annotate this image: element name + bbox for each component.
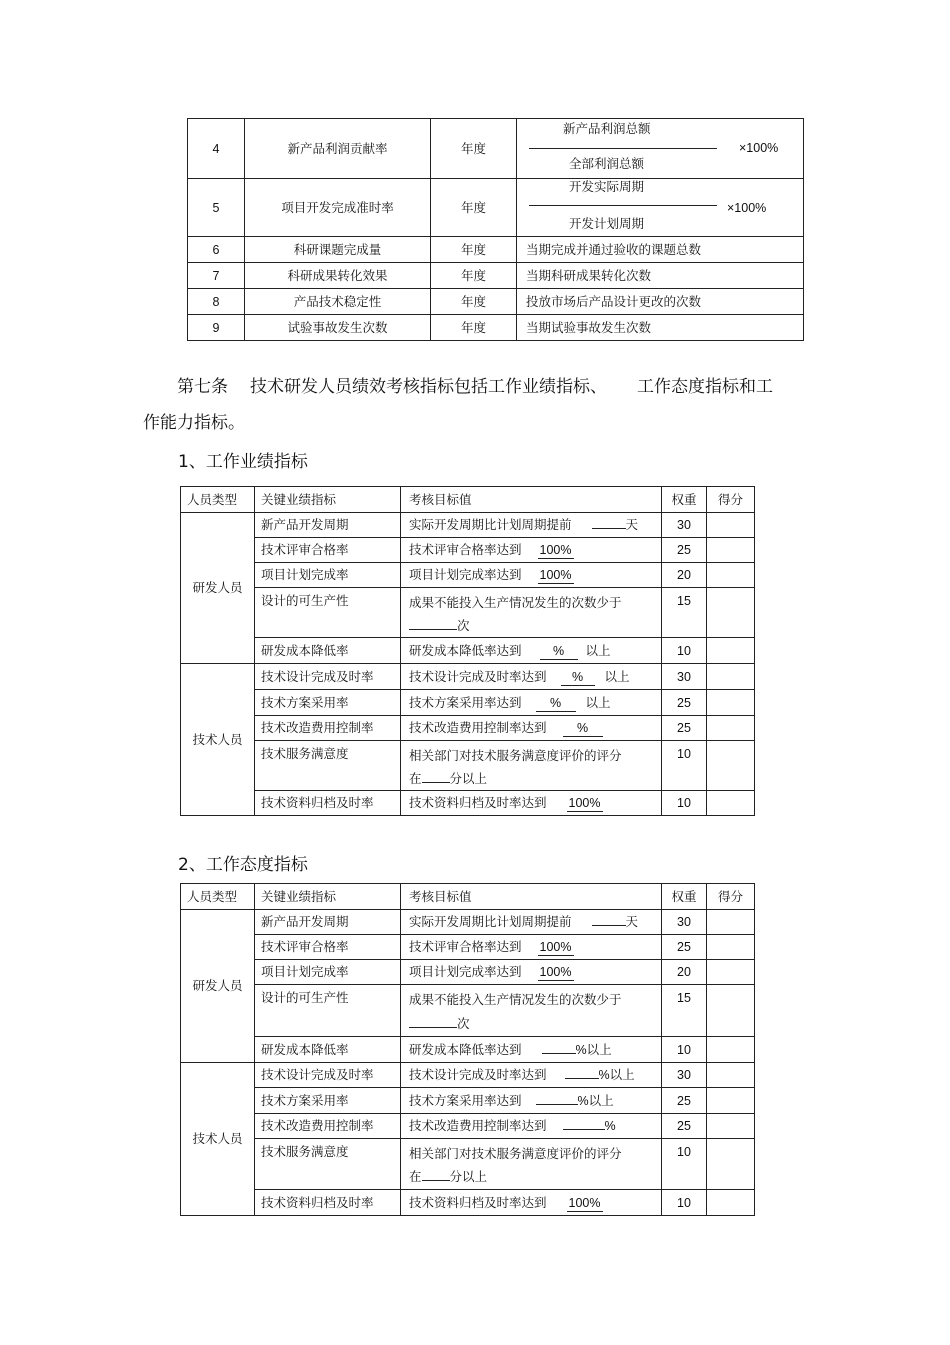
score-cell[interactable] [707, 513, 755, 538]
header-score: 得分 [707, 487, 755, 513]
score-cell[interactable] [707, 741, 755, 791]
target-unit: 次 [457, 618, 470, 633]
header-weight: 权重 [662, 487, 707, 513]
target-value: % [561, 669, 595, 686]
target-text: 项目计划完成率达到 [409, 964, 522, 979]
score-cell[interactable] [707, 1190, 755, 1216]
weight-value: 25 [662, 1114, 707, 1139]
table-header-row [181, 487, 755, 513]
target-cell [401, 513, 662, 538]
formula: 当期试验事故发生次数 [517, 315, 804, 341]
article-text-1: 技术研发人员绩效考核指标包括工作业绩指标、 [250, 377, 607, 397]
target-text: 相关部门对技术服务满意度评价的评分 [409, 748, 622, 763]
kpi-name: 技术评审合格率 [255, 538, 401, 563]
target-value: 100% [539, 568, 572, 582]
target-text: 实际开发周期比计划周期提前 [409, 914, 572, 929]
indicator-name: 项目开发完成准时率 [245, 179, 431, 237]
group-rd: 研发人员 [181, 910, 255, 1063]
target-value: 100% [539, 965, 572, 979]
score-cell[interactable] [707, 690, 755, 716]
target-cell [401, 664, 662, 690]
table-header-row [181, 884, 755, 910]
target-unit: %以上 [598, 1068, 635, 1082]
formula-multiplier: ×100% [727, 201, 767, 215]
target-text: 在 [409, 771, 422, 786]
row-number: 9 [188, 315, 245, 341]
fraction-line [529, 205, 717, 206]
section-heading-attitude: 2、工作态度指标 [178, 855, 308, 875]
score-cell[interactable] [707, 563, 755, 588]
weight-value: 10 [662, 1190, 707, 1216]
target-text: 技术设计完成及时率达到 [409, 1067, 547, 1082]
blank-line [422, 782, 450, 783]
kpi-name: 新产品开发周期 [255, 513, 401, 538]
row-number: 7 [188, 263, 245, 289]
score-cell[interactable] [707, 791, 755, 816]
table-row [181, 1190, 755, 1216]
target-value: % [536, 695, 576, 712]
target-text: 技术资料归档及时率达到 [409, 795, 547, 810]
kpi-name: 技术设计完成及时率 [255, 664, 401, 690]
blank-line [565, 1078, 599, 1079]
kpi-name: 技术评审合格率 [255, 935, 401, 960]
target-text: 技术评审合格率达到 [409, 542, 522, 557]
score-cell[interactable] [707, 716, 755, 741]
row-number: 5 [188, 179, 245, 237]
table-row [181, 664, 755, 690]
table-row [188, 289, 804, 315]
header-target: 考核目标值 [401, 487, 662, 513]
table-row [181, 935, 755, 960]
table-row [188, 119, 804, 179]
indicator-name: 产品技术稳定性 [245, 289, 431, 315]
header-person-type: 人员类型 [181, 884, 255, 910]
group-rd: 研发人员 [181, 513, 255, 664]
target-cell [401, 538, 662, 563]
header-person-type: 人员类型 [181, 487, 255, 513]
target-cell [401, 985, 662, 1037]
target-cell [401, 935, 662, 960]
formula-cell [517, 179, 804, 237]
kpi-name: 设计的可生产性 [255, 985, 401, 1037]
target-unit: 次 [457, 1016, 470, 1031]
target-text: 相关部门对技术服务满意度评价的评分 [409, 1146, 622, 1161]
score-cell[interactable] [707, 1063, 755, 1088]
kpi-name: 设计的可生产性 [255, 588, 401, 638]
target-cell [401, 1139, 662, 1190]
target-value: 100% [539, 940, 572, 954]
table-row [181, 910, 755, 935]
target-text: 研发成本降低率达到 [409, 642, 522, 658]
weight-value: 20 [662, 563, 707, 588]
formula-numerator: 新产品利润总额 [563, 121, 651, 136]
blank-line [409, 1027, 457, 1028]
kpi-name: 项目计划完成率 [255, 960, 401, 985]
score-cell[interactable] [707, 1037, 755, 1063]
weight-value: 10 [662, 1037, 707, 1063]
weight-value: 25 [662, 716, 707, 741]
table-row [181, 538, 755, 563]
target-text: 研发成本降低率达到 [409, 1041, 522, 1057]
target-cell [401, 1190, 662, 1216]
table-row [188, 179, 804, 237]
weight-value: 25 [662, 690, 707, 716]
weight-value: 15 [662, 588, 707, 638]
kpi-name: 技术资料归档及时率 [255, 791, 401, 816]
period: 年度 [431, 289, 517, 315]
table-row [181, 1114, 755, 1139]
table-row [181, 1063, 755, 1088]
group-tech: 技术人员 [181, 1063, 255, 1216]
target-cell [401, 741, 662, 791]
table-row [181, 1088, 755, 1114]
target-unit: 分以上 [449, 1169, 488, 1184]
target-cell [401, 638, 662, 664]
kpi-name: 项目计划完成率 [255, 563, 401, 588]
kpi-name: 技术改造费用控制率 [255, 1114, 401, 1139]
score-cell[interactable] [707, 638, 755, 664]
weight-value: 15 [662, 985, 707, 1037]
target-text: 实际开发周期比计划周期提前 [409, 517, 572, 532]
row-number: 8 [188, 289, 245, 315]
indicator-name: 试验事故发生次数 [245, 315, 431, 341]
blank-line [409, 629, 457, 630]
score-cell[interactable] [707, 664, 755, 690]
period: 年度 [431, 237, 517, 263]
period: 年度 [431, 179, 517, 237]
target-cell [401, 1114, 662, 1139]
blank-line [563, 1129, 605, 1130]
kpi-name: 技术方案采用率 [255, 690, 401, 716]
formula: 当期完成并通过验收的课题总数 [517, 237, 804, 263]
target-unit: % [604, 1119, 616, 1133]
attitude-indicator-table [180, 883, 755, 1216]
formula: 投放市场后产品设计更改的次数 [517, 289, 804, 315]
header-kpi: 关键业绩指标 [255, 884, 401, 910]
kpi-name: 技术方案采用率 [255, 1088, 401, 1114]
article-paragraph [143, 373, 823, 437]
article-text-2: 工作态度指标和工 [637, 377, 773, 397]
table-row [181, 960, 755, 985]
period: 年度 [431, 263, 517, 289]
target-unit: %以上 [575, 1042, 612, 1057]
weight-value: 30 [662, 513, 707, 538]
indicator-name: 科研课题完成量 [245, 237, 431, 263]
table-row [181, 638, 755, 664]
indicator-name: 新产品利润贡献率 [245, 119, 431, 179]
target-text: 技术评审合格率达到 [409, 939, 522, 954]
target-unit: 天 [625, 517, 639, 532]
target-value: 100% [568, 1195, 601, 1210]
target-text: 技术设计完成及时率达到 [409, 668, 547, 684]
weight-value: 10 [662, 638, 707, 664]
target-value: 100% [568, 796, 601, 810]
score-cell[interactable] [707, 960, 755, 985]
group-tech: 技术人员 [181, 664, 255, 816]
header-kpi: 关键业绩指标 [255, 487, 401, 513]
article-text-3: 作能力指标。 [143, 413, 245, 433]
target-cell [401, 716, 662, 741]
target-value: 100% [539, 543, 572, 557]
formula-denominator: 全部利润总额 [569, 156, 645, 171]
table-row [181, 690, 755, 716]
kpi-name: 研发成本降低率 [255, 1037, 401, 1063]
target-text: 技术方案采用率达到 [409, 694, 522, 710]
blank-line [592, 925, 626, 926]
target-cell [401, 1037, 662, 1063]
header-weight: 权重 [662, 884, 707, 910]
target-cell [401, 690, 662, 716]
score-cell[interactable] [707, 935, 755, 960]
target-value: % [563, 720, 603, 737]
row-number: 4 [188, 119, 245, 179]
score-cell[interactable] [707, 985, 755, 1037]
row-number: 6 [188, 237, 245, 263]
table-row [181, 741, 755, 791]
score-cell[interactable] [707, 1114, 755, 1139]
target-text: 成果不能投入生产情况发生的次数少于 [409, 595, 622, 610]
performance-indicator-table [180, 486, 755, 816]
formula-cell [517, 119, 804, 179]
weight-value: 25 [662, 935, 707, 960]
kpi-name: 技术服务满意度 [255, 1139, 401, 1190]
target-cell [401, 791, 662, 816]
table-row [181, 791, 755, 816]
score-cell[interactable] [707, 1139, 755, 1190]
table-row [181, 588, 755, 638]
kpi-name: 研发成本降低率 [255, 638, 401, 664]
score-cell[interactable] [707, 588, 755, 638]
score-cell[interactable] [707, 538, 755, 563]
weight-value: 10 [662, 1139, 707, 1190]
target-text: 技术改造费用控制率达到 [409, 720, 547, 735]
target-text: 项目计划完成率达到 [409, 567, 522, 582]
weight-value: 30 [662, 664, 707, 690]
kpi-name: 技术改造费用控制率 [255, 716, 401, 741]
target-unit: %以上 [577, 1093, 614, 1108]
kpi-name: 技术资料归档及时率 [255, 1190, 401, 1216]
article-number: 第七条 [177, 377, 228, 397]
target-cell [401, 910, 662, 935]
fraction-line [529, 148, 717, 149]
target-unit: 以上 [604, 668, 630, 684]
blank-line [592, 528, 626, 529]
weight-value: 30 [662, 1063, 707, 1088]
header-score: 得分 [707, 884, 755, 910]
target-unit: 天 [625, 914, 639, 929]
target-unit: 分以上 [449, 771, 488, 786]
formula: 当期科研成果转化次数 [517, 263, 804, 289]
target-text: 在 [409, 1169, 422, 1184]
table-row [181, 985, 755, 1037]
formula-multiplier: ×100% [739, 141, 779, 155]
weight-value: 30 [662, 910, 707, 935]
blank-line [422, 1180, 450, 1181]
kpi-name: 新产品开发周期 [255, 910, 401, 935]
weight-value: 25 [662, 1088, 707, 1114]
table-row [181, 563, 755, 588]
weight-value: 10 [662, 741, 707, 791]
target-text: 成果不能投入生产情况发生的次数少于 [409, 992, 622, 1007]
score-cell[interactable] [707, 910, 755, 935]
target-cell [401, 1088, 662, 1114]
indicator-formula-table [187, 118, 804, 341]
formula-numerator: 开发实际周期 [569, 179, 645, 194]
blank-line [542, 1053, 576, 1054]
table-row [188, 237, 804, 263]
target-cell [401, 588, 662, 638]
header-target: 考核目标值 [401, 884, 662, 910]
formula-denominator: 开发计划周期 [569, 216, 645, 231]
kpi-name: 技术设计完成及时率 [255, 1063, 401, 1088]
target-unit: 以上 [585, 642, 611, 658]
period: 年度 [431, 119, 517, 179]
target-cell [401, 563, 662, 588]
indicator-name: 科研成果转化效果 [245, 263, 431, 289]
target-text: 技术资料归档及时率达到 [409, 1194, 547, 1210]
weight-value: 20 [662, 960, 707, 985]
target-text: 技术改造费用控制率达到 [409, 1118, 547, 1133]
target-unit: 以上 [585, 694, 611, 710]
blank-line [536, 1104, 578, 1105]
period: 年度 [431, 315, 517, 341]
table-row [188, 315, 804, 341]
target-cell [401, 1063, 662, 1088]
weight-value: 25 [662, 538, 707, 563]
table-row [181, 1139, 755, 1190]
table-row [188, 263, 804, 289]
table-row [181, 1037, 755, 1063]
weight-value: 10 [662, 791, 707, 816]
target-text: 技术方案采用率达到 [409, 1092, 522, 1108]
target-value: % [540, 643, 578, 660]
kpi-name: 技术服务满意度 [255, 741, 401, 791]
score-cell[interactable] [707, 1088, 755, 1114]
table-row [181, 716, 755, 741]
table-row [181, 513, 755, 538]
section-heading-performance: 1、工作业绩指标 [178, 452, 308, 472]
target-cell [401, 960, 662, 985]
